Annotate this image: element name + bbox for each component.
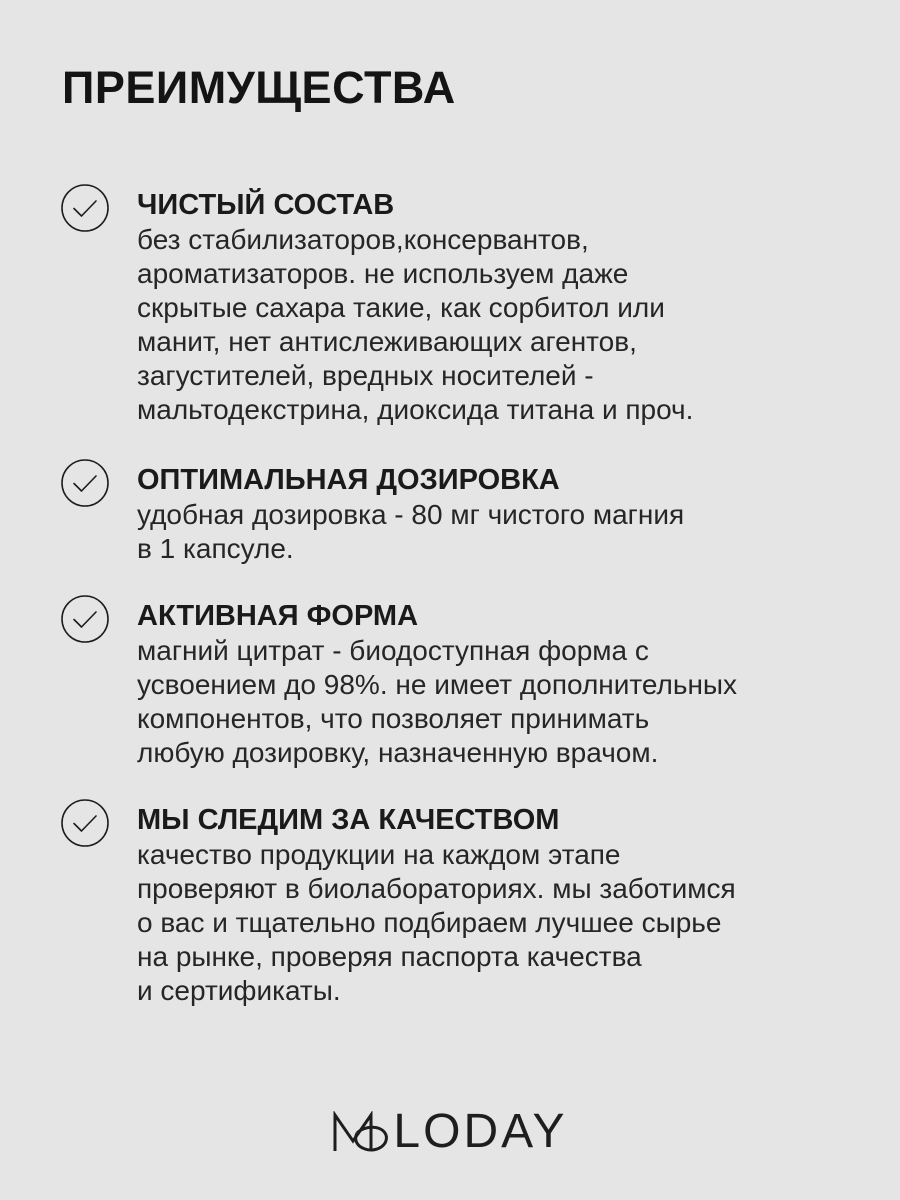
check-circle-icon (60, 594, 110, 644)
feature-title: АКТИВНАЯ ФОРМА (137, 600, 419, 632)
feature-title: ЧИСТЫЙ СОСТАВ (137, 189, 395, 221)
check-circle-icon (60, 458, 110, 508)
feature-title: ОПТИМАЛЬНАЯ ДОЗИРОВКА (137, 464, 560, 496)
brand-logo (0, 1104, 900, 1160)
check-circle-icon (60, 798, 110, 848)
feature-description: без стабилизаторов,консервантов, ароматизаторов. не используем даже скрытые сахара такие, как сорбитол или манит, нет антислеживающих агентов, загустителей, вредных носителей - мальтодекстрина, диоксида титана и проч. (137, 224, 694, 425)
feature-description: качество продукции на каждом этапе проверяют в биолабораториях. мы заботимся о вас и тщательно подбираем лучшее сырье на рынке, проверяя паспорта качества и сертификаты. (137, 839, 736, 1006)
check-circle-icon (60, 183, 110, 233)
feature-description: магний цитрат - биодоступная форма с усвоением до 98%. не имеет дополнительных компонентов, что позволяет принимать любую дозировку, назначенную врачом. (137, 635, 738, 768)
mo-ligature-icon (332, 1111, 390, 1153)
page-title: ПРЕИМУЩЕСТВА (62, 62, 456, 113)
feature-description: удобная дозировка - 80 мг чистого магния в 1 капсуле. (137, 499, 685, 564)
logo-text: LODAY (393, 1105, 568, 1158)
feature-title: МЫ СЛЕДИМ ЗА КАЧЕСТВОМ (137, 804, 560, 836)
